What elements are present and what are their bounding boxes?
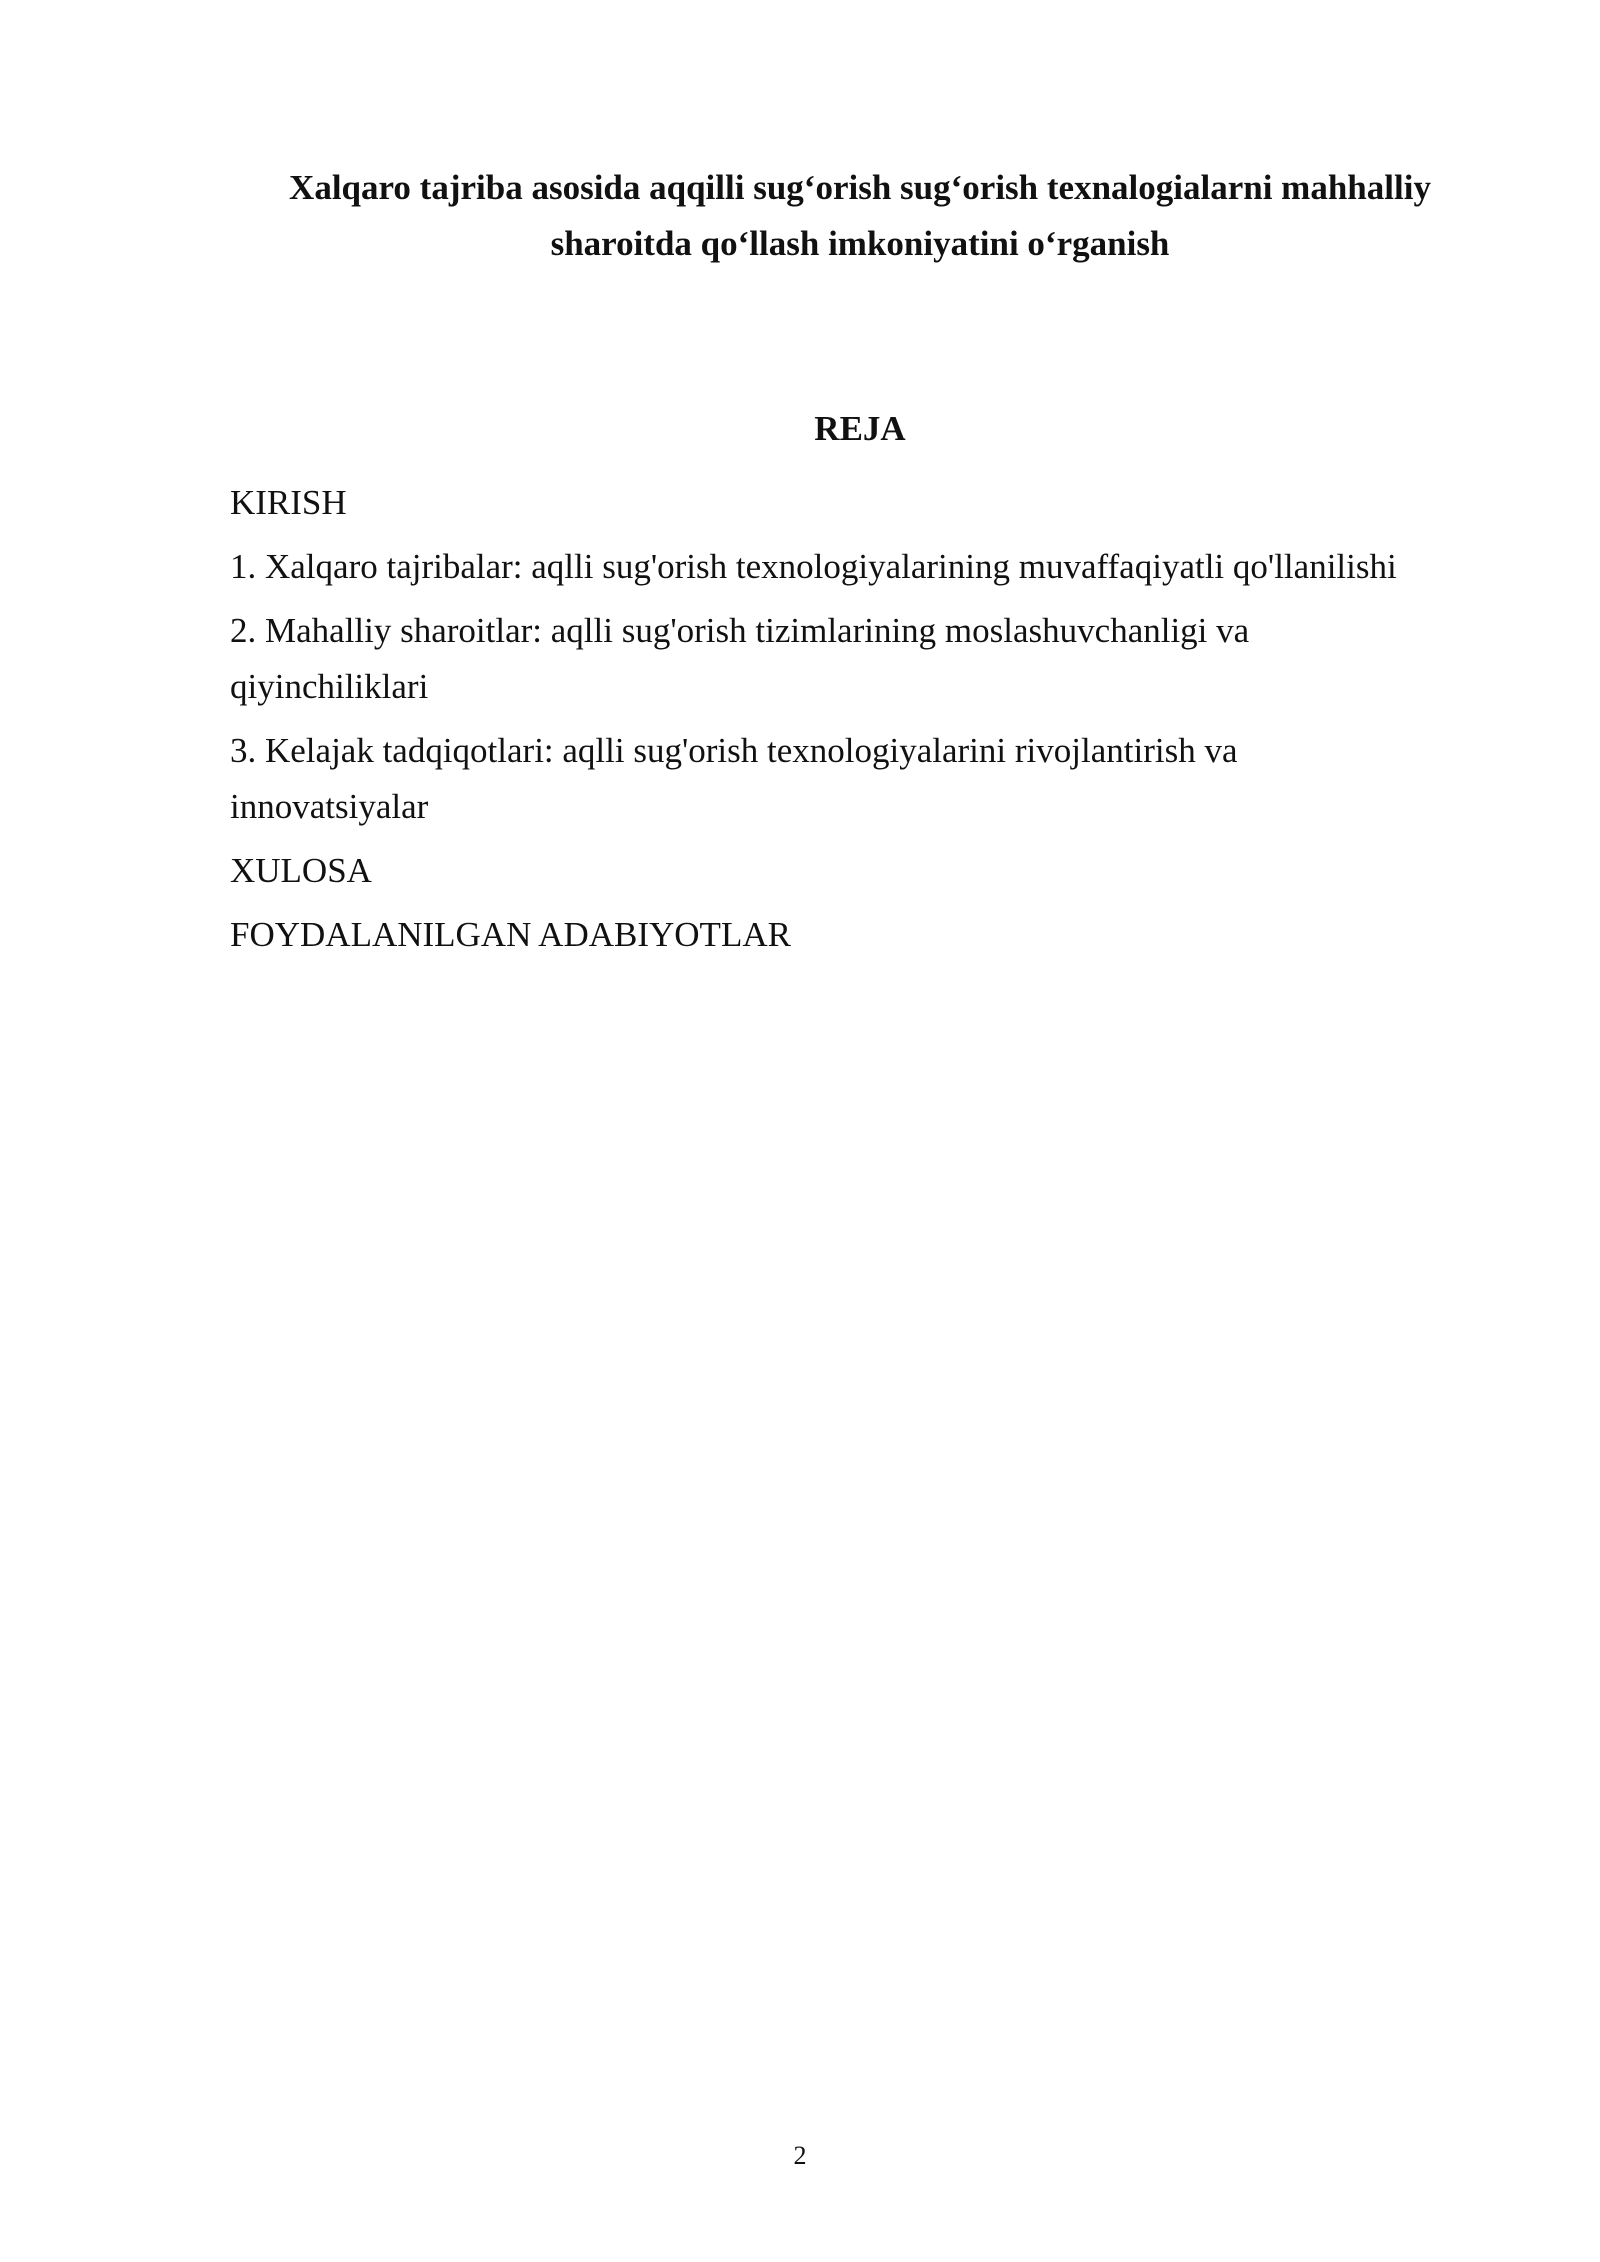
document-title	[230, 160, 1490, 272]
plan-item-3: 3. Kelajak tadqiqotlari: aqlli sug'orish texnologiyalarini rivojlantirish va innovatsiyalar	[230, 731, 1238, 826]
document-title-line-1: Xalqaro tajriba asosida aqqilli sug‘orish sug‘orish texnalogialarni mahhalliy	[289, 168, 1431, 207]
page-number: 2	[793, 2141, 807, 2170]
plan-item-references: FOYDALANILGAN ADABIYOTLAR	[230, 915, 791, 954]
plan-item-conclusion: XULOSA	[230, 851, 372, 890]
plan-list	[230, 475, 1530, 971]
plan-item-1: 1. Xalqaro tajribalar: aqlli sug'orish texnologiyalarining muvaffaqiyatli qo'llanilishi	[230, 547, 1397, 586]
document-title-line-2: sharoitda qo‘llash imkoniyatini o‘rganish	[550, 224, 1170, 263]
plan-item-introduction: KIRISH	[230, 483, 347, 522]
plan-heading: REJA	[814, 409, 906, 448]
plan-item-2: 2. Mahalliy sharoitlar: aqlli sug'orish tizimlarining moslashuvchanligi va qiyinchiliklari	[230, 611, 1250, 706]
